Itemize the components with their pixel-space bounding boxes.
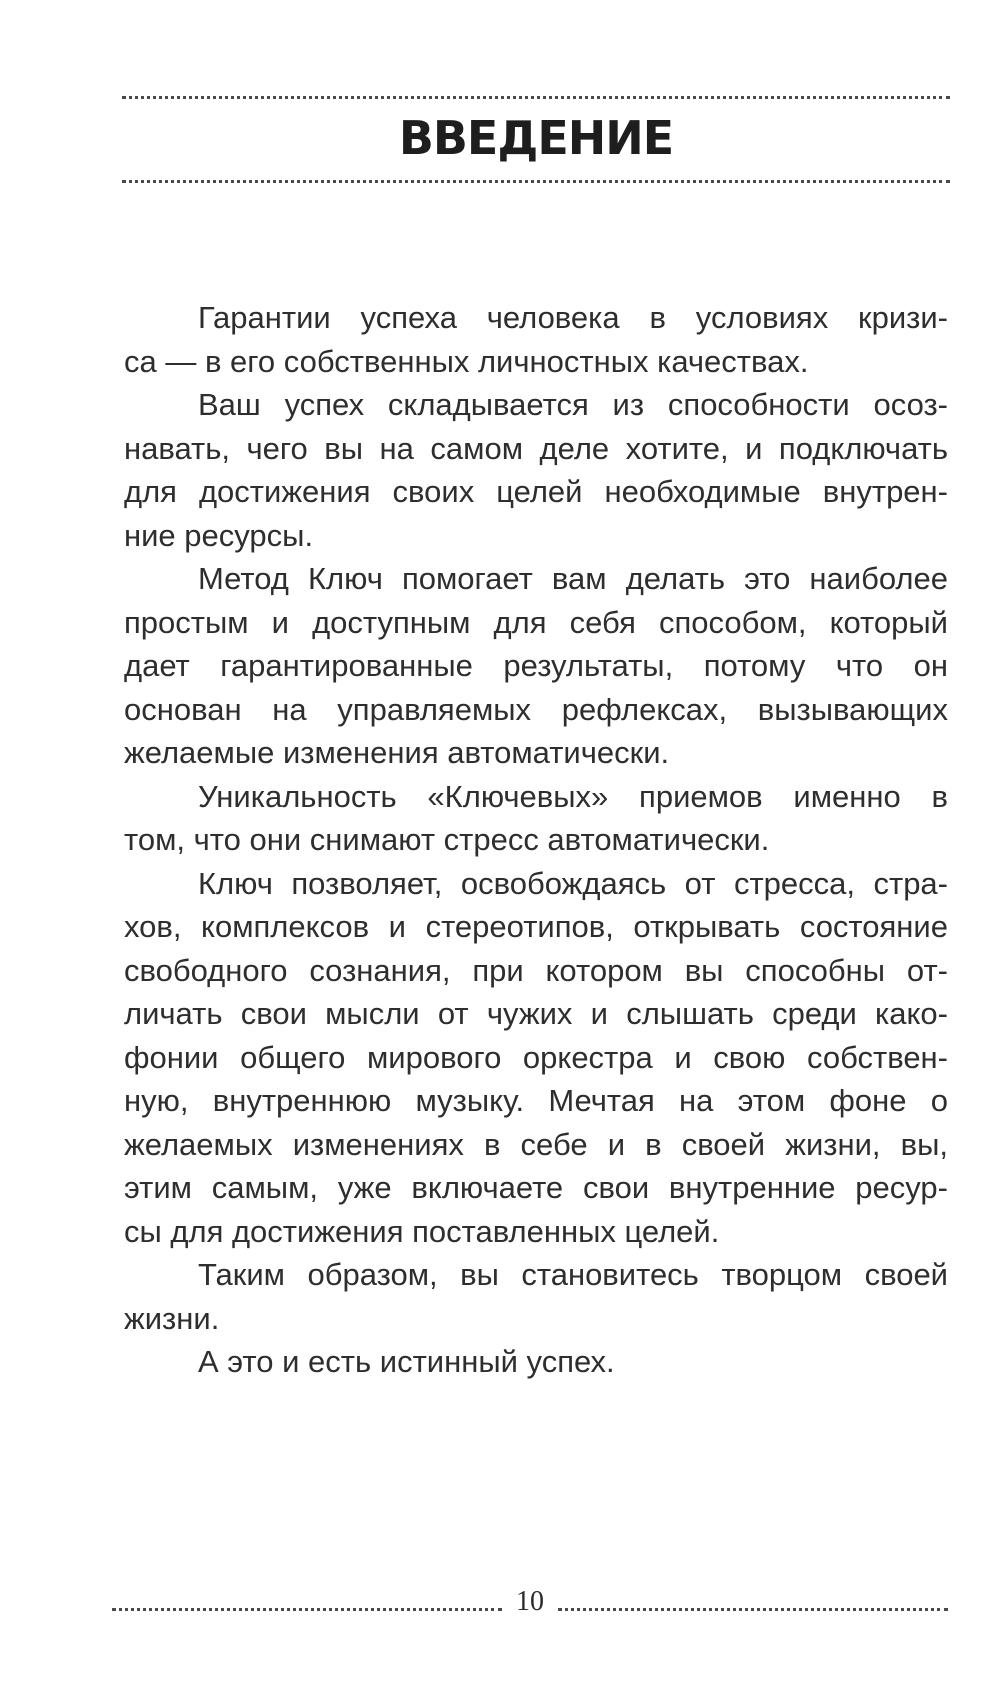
text-line: Ключ позволяет, освобождаясь от стресса, стра- [198,865,948,901]
text-line: желаемые изменения автоматически. [124,735,670,770]
text-line: желаемых изменениях в себе и в своей жизни, вы, [124,1126,948,1162]
text-line: дает гарантированные результаты, потому что он [124,648,948,683]
text-line: жизни. [124,1300,220,1336]
text-line: для достижения своих целей необходимые внутрен- [124,474,948,509]
introduction-text [124,296,948,1384]
text-line: этим самым, уже включаете свои внутренние ресур- [124,1170,948,1205]
text-line: фонии общего мирового оркестра и свою собствен- [124,1039,948,1075]
footer-left-dotted-rule [112,1608,502,1611]
text-line: Метод Ключ помогает вам делать это наиболее [198,561,948,596]
text-line: простым и доступным для себя способом, который [124,604,948,640]
title-bottom-dotted-rule [122,180,950,183]
title-top-dotted-rule [122,96,950,99]
text-line: хов, комплексов и стереотипов, открывать состояние [124,909,948,944]
text-line: сы для достижения поставленных целей. [124,1213,720,1249]
text-line: А это и есть истинный успех. [198,1344,615,1379]
text-line: том, что они снимают стресс автоматически. [124,822,770,857]
text-line: Таким образом, вы становитесь творцом своей [198,1257,948,1292]
text-line: Уникальность «Ключевых» приемов именно в [198,778,948,814]
page-footer [112,1582,948,1622]
text-line: са — в его собственных личностных качествах. [124,343,809,379]
footer-right-dotted-rule [558,1608,948,1611]
page-number: 10 [516,1586,544,1617]
text-line: навать, чего вы на самом деле хотите, и подключать [124,430,948,466]
text-line: Ваш успех складывается из способности осоз- [198,387,948,422]
text-line: ние ресурсы. [124,517,314,553]
page-title: ВВЕДЕНИЕ [398,111,674,165]
text-line: Гарантии успеха человека в условиях кризи- [198,300,948,335]
text-line: ную, внутреннюю музыку. Мечтая на этом фоне о [124,1083,948,1118]
text-line: основан на управляемых рефлексах, вызывающих [124,691,948,727]
text-line: свободного сознания, при котором вы способны от- [124,952,948,988]
text-line: личать свои мысли от чужих и слышать среди како- [124,996,948,1031]
